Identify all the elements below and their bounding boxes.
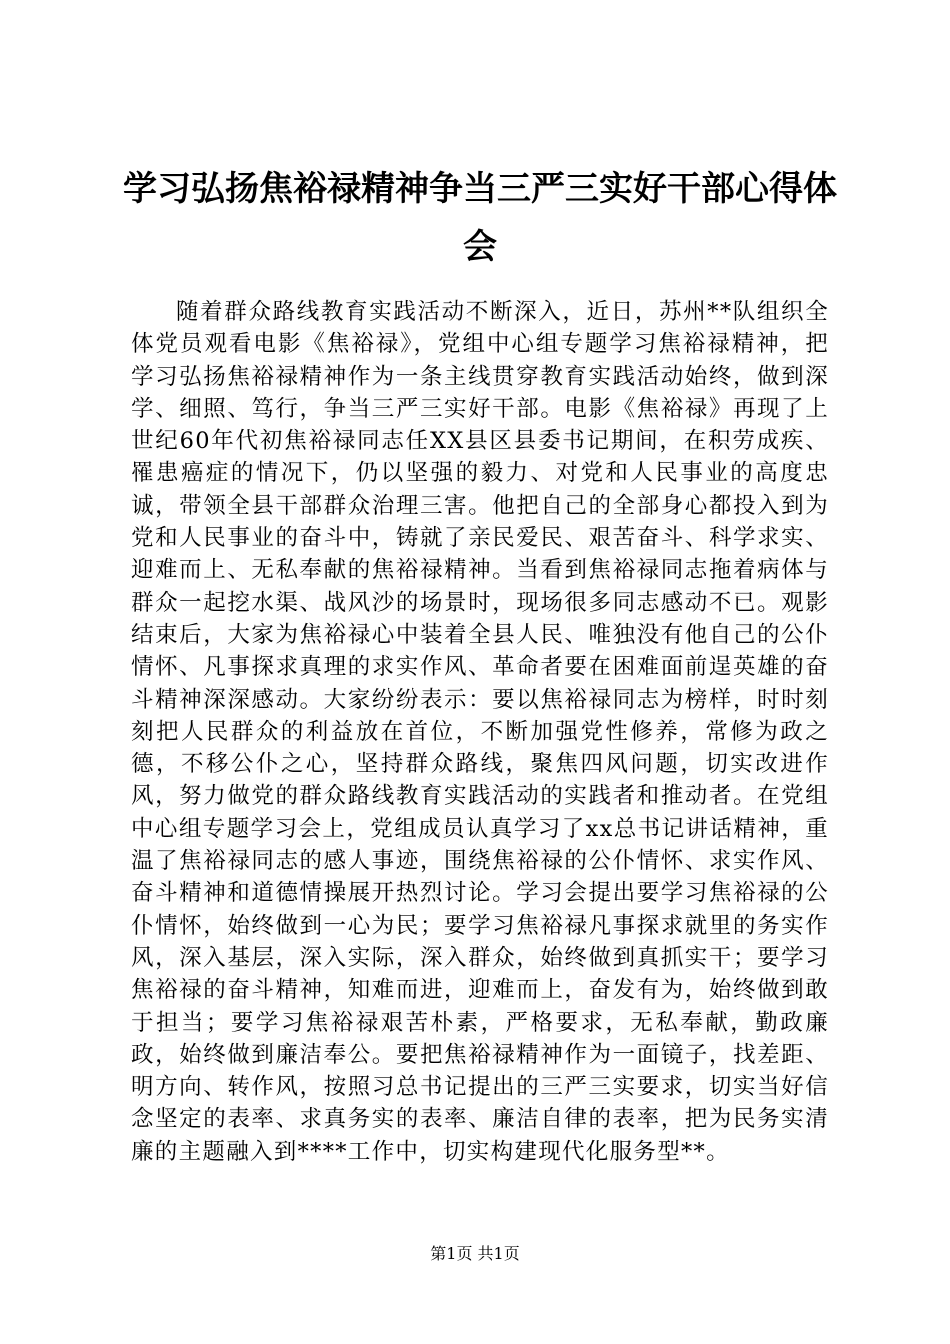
document-body-paragraph: 随着群众路线教育实践活动不断深入，近日，苏州**队组织全体党员观看电影《焦裕禄》，党组中心组专题学习焦裕禄精神，把学习弘扬焦裕禄精神作为一条主线贯穿教育实践活动始终，做到深学、细照、笃行，争当三严三实好干部。电影《焦裕禄》再现了上世纪60年代初焦裕禄同志任XX县区县委书记期间，在积劳成疾、罹患癌症的情况下，仍以坚强的毅力、对党和人民事业的高度忠诚，带领全县干部群众治理三害。他把自己的全部身心都投入到为党和人民事业的奋斗中，铸就了亲民爱民、艰苦奋斗、科学求实、迎难而上、无私奉献的焦裕禄精神。当看到焦裕禄同志拖着病体与群众一起挖水渠、战风沙的场景时，现场很多同志感动不已。观影结束后，大家为焦裕禄心中装着全县人民、唯独没有他自己的公仆情怀、凡事探求真理的求实作风、革命者要在困难面前逞英雄的奋斗精神深深感动。大家纷纷表示：要以焦裕禄同志为榜样，时时刻刻把人民群众的利益放在首位，不断加强党性修养，常修为政之德，不移公仆之心，坚持群众路线，聚焦四风问题，切实改进作风，努力做党的群众路线教育实践活动的实践者和推动者。在党组中心组专题学习会上，党组成员认真学习了xx总书记讲话精神，重温了焦裕禄同志的感人事迹，围绕焦裕禄的公仆情怀、求实作风、奋斗精神和道德情操展开热烈讨论。学习会提出要学习焦裕禄的公仆情怀，始终做到一心为民；要学习焦裕禄凡事探求就里的务实作风，深入基层，深入实际，深入群众，始终做到真抓实干；要学习焦裕禄的奋斗精神，知难而进，迎难而上，奋发有为，始终做到敢于担当；要学习焦裕禄艰苦朴素，严格要求，无私奉献，勤政廉政，始终做到廉洁奉公。要把焦裕禄精神作为一面镜子，找差距、明方向、转作风，按照习总书记提出的三严三实要求，切实当好信念坚定的表率、求真务实的表率、廉洁自律的表率，把为民务实清廉的主题融入到****工作中，切实构建现代化服务型**。 [131, 299, 829, 1165]
document-title: 学习弘扬焦裕禄精神争当三严三实好干部心得体会 [123, 169, 837, 267]
page-number-footer: 第1页 共1页 [430, 1244, 520, 1263]
